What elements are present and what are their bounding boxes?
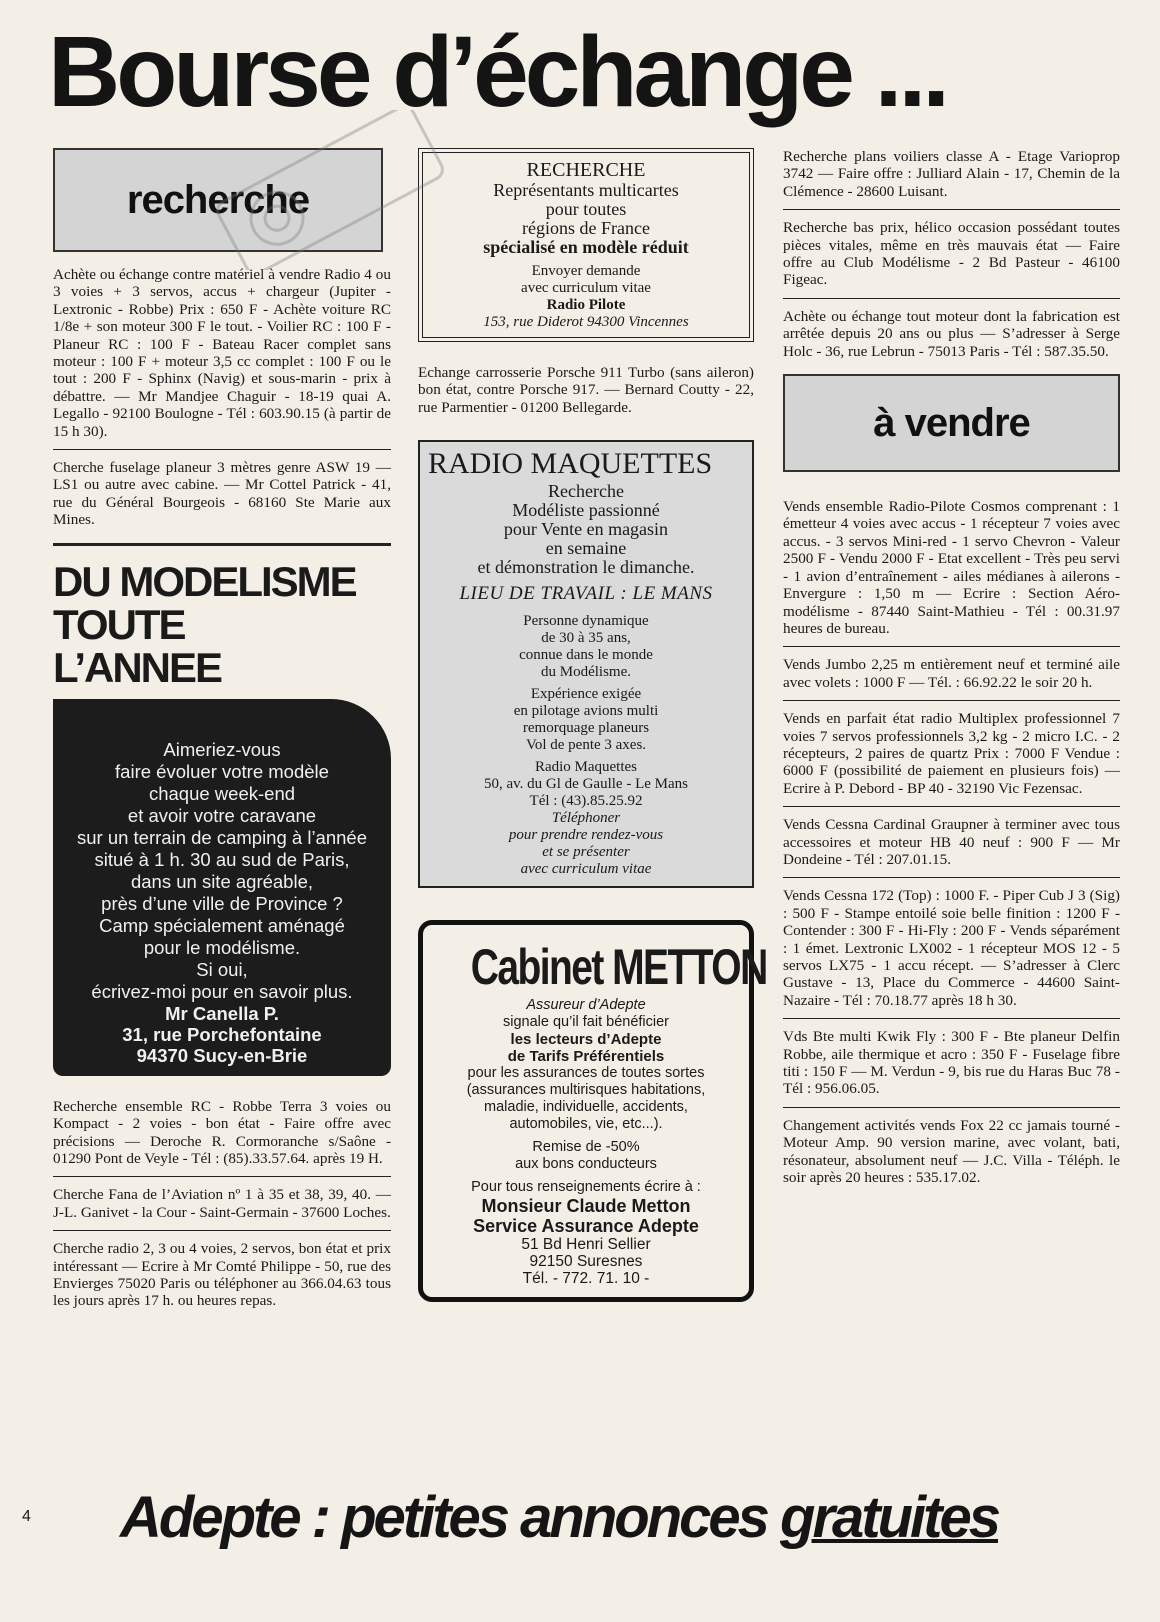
ad-line: pour prendre rendez-vous: [508, 827, 664, 844]
ad-line: Radio Maquettes: [534, 759, 638, 776]
contact-address: 92150 Suresnes: [529, 1253, 643, 1271]
modelisme-headline: [53, 557, 391, 691]
ad-divider: [53, 1230, 391, 1231]
ad-divider: [783, 1018, 1120, 1019]
ad-divider: [783, 209, 1120, 210]
ad-line: Recherche: [548, 481, 624, 502]
text-line: près d’une ville de Province ?: [101, 892, 343, 914]
section-header-recherche: recherche: [53, 148, 383, 252]
ad-line: Remise de -50%: [532, 1139, 640, 1156]
radio-maquettes-ad: [418, 440, 754, 888]
text-line: Si oui,: [196, 958, 248, 980]
ad-line: Personne dynamique: [523, 613, 649, 630]
ad-line: remorquage planeurs: [522, 720, 650, 737]
contact-city: 94370 Sucy-en-Brie: [136, 1044, 308, 1066]
ad-line: Vol de pente 3 axes.: [525, 737, 647, 754]
ad-line: pour les assurances de toutes sortes: [467, 1065, 705, 1082]
ad-line: en semaine: [545, 538, 627, 559]
classified-ad: Changement activités vends Fox 22 cc jamais tourné - Moteur Amp. 90 version marine, avec volant, bati, résonateur, absolument neuf — J.C. Villa - Téléph. le soir après 20 heures : 535.17.02.: [783, 1116, 1120, 1187]
ad-line: et se présenter: [542, 844, 630, 861]
classified-ad: Vends Cessna 172 (Top) : 1000 F. - Piper Cub J 3 (Sig) : 500 F - Stampe entoilé soie belle finition : 1200 F - Contender : 300 F - Hi-Fly : 200 F - Vends séparément : 1 émet. Lextronic LX002 - 1 récepteur MOS 12 - 5 servos LX75 - 1 accu récept. — S’adresser à Clerc Gustave - 13, Place du Commerce - 44600 Saint-Nazaire - Tél : 70.18.77 après 18 h 30.: [783, 887, 1120, 1009]
ad-line: de Tarifs Préférentiels: [507, 1048, 665, 1066]
modelisme-ad-box: [53, 699, 391, 1076]
ad-divider: [53, 1176, 391, 1177]
classified-ad: Cherche radio 2, 3 ou 4 voies, 2 servos, bon état et prix intéressant — Ecrire à Mr Comté Philippe - 50, rue des Envierges 75020 Paris ou téléphoner au 366.04.63 tous les jours après 17 h. ou heures repas.: [53, 1240, 391, 1310]
ad-divider: [53, 449, 391, 450]
ad-line: Tél : (43).85.25.92: [529, 793, 643, 810]
ad-line: pour Vente en magasin: [503, 519, 669, 540]
section-header-a-vendre: à vendre: [783, 374, 1120, 472]
work-location: LIEU DE TRAVAIL : LE MANS: [459, 583, 713, 605]
classified-ad: Cherche fuselage planeur 3 mètres genre ASW 19 — LS1 ou autre avec cabine. — Mr Cottel Patrick - 41, rue du Général Bourgeois - 68160 Ste Marie aux Mines.: [53, 459, 391, 529]
ad-line: et démonstration le dimanche.: [477, 557, 695, 578]
ad-line: (assurances multirisques habitations,: [466, 1082, 706, 1099]
ad-line: du Modélisme.: [541, 664, 631, 681]
cabinet-metton-ad: [418, 920, 767, 1302]
text-line: et avoir votre caravane: [127, 804, 317, 826]
contact-street: 31, rue Porchefontaine: [122, 1023, 322, 1045]
classified-ad: Vends Cessna Cardinal Graupner à terminer avec tous accessoires et moteur HB 40 neuf : 900 F — Mr Dondeine - Tél : 207.01.15.: [783, 816, 1120, 868]
contact-phone: Tél. - 772. 71. 10 -: [522, 1270, 650, 1288]
ad-heading: RADIO MAQUETTES: [428, 447, 713, 481]
ad-line: maladie, individuelle, accidents,: [484, 1099, 688, 1116]
classified-ad: Vends en parfait état radio Multiplex professionnel 7 voies 7 servos professionnels 3,2 kg - 2 micro I.C. - 2 récepteurs, 2 paires de quartz Prix : 7000 F Vendue : 6000 F (possibilité de paiement en plusieurs fois) — Ecrire à P. Debord - BP 40 - 32190 Vic Fezensac.: [783, 710, 1120, 797]
classified-ad: Vends ensemble Radio-Pilote Cosmos comprenant : 1 émetteur 4 voies avec accus - 1 récepteur 7 voies avec accus. - 3 servos Mini-red - 1 servo Chevron - Valeur 2500 F - Vendu 2000 F - Etat excellent - Très peu servi - 1 avion d’entraînement - ailes médianes à ailerons - Envergure : 1,50 m — Ecrire : Section Aéro-modélisme - 87440 Saint-Mathieu - Tél : 00.31.97 heures de bureau.: [783, 498, 1120, 637]
metton-logo: Cabinet METTON: [470, 939, 767, 996]
ad-divider: [783, 646, 1120, 647]
ad-line: 153, rue Diderot 94300 Vincennes: [483, 314, 689, 330]
ad-line: avec curriculum vitae: [520, 861, 652, 878]
ad-line: pour toutes: [545, 199, 627, 219]
page-number: 4: [22, 1508, 31, 1525]
text-line: Camp spécialement aménagé: [99, 914, 345, 936]
ad-line: Expérience exigée: [530, 686, 642, 703]
ad-line: 50, av. du Gl de Gaulle - Le Mans: [484, 776, 688, 793]
footer-underlined-word: gratuites: [780, 1485, 998, 1550]
ad-line: Modéliste passionné: [512, 500, 660, 521]
classified-ad: Recherche plans voiliers classe A - Etage Varioprop 3742 — Faire offre : Julliard Alain - 17, Chemin de la Clémence - 28600 Luisant.: [783, 148, 1120, 200]
contact-name: Mr Canella P.: [165, 1002, 279, 1024]
column-left: [53, 148, 391, 1310]
radio-pilote-ad: [418, 148, 754, 342]
text-line: pour le modélisme.: [143, 936, 301, 958]
ad-line: de 30 à 35 ans,: [541, 630, 631, 647]
ad-line: automobiles, vie, etc...).: [509, 1116, 663, 1133]
classified-ad: Echange carrosserie Porsche 911 Turbo (sans aileron) bon état, contre Porsche 917. — Bernard Coutty - 22, rue Parmentier - 01200 Bellegarde.: [418, 364, 754, 416]
classified-ad: Vends Jumbo 2,25 m entièrement neuf et terminé aile avec volets : 1000 F — Tél. : 66.92.22 le soir 20 h.: [783, 656, 1120, 691]
footer-text: Adepte : petites annonces: [120, 1485, 781, 1550]
page-title: Bourse d’échange ...: [48, 16, 947, 128]
ad-line: aux bons conducteurs: [515, 1156, 657, 1173]
classified-ad: Achète ou échange contre matériel à vendre Radio 4 ou 3 voies + 3 servos, accus + chargeur (Jupiter - Lextronic - Robbe) Prix : 650 F - Achète voiture RC 1/8e + son moteur 300 F le tout. - Voilier RC : 100 F - Planeur RC : 100 F - Bateau Racer complet sans moteur : 100 F + moteur 3,5 cc complet : 100 F ou le tout : 200 F - Sphinx (Navig) et sous-marin - prix à débattre. — Mr Mandjee Chaguir - 18-19 quai A. Legallo - 92100 Boulogne - Tél : 603.90.15 (à partir de 15 h 30).: [53, 266, 391, 440]
column-right: [783, 148, 1120, 1186]
contact-name: Monsieur Claude Metton: [481, 1196, 691, 1217]
ad-line: connue dans le monde: [519, 647, 653, 664]
ad-line: Téléphoner: [551, 810, 621, 827]
classified-ad: Vds Bte multi Kwik Fly : 300 F - Bte planeur Delfin Robbe, aile thermique et acro : 350 F - Fuselage fibre titi : 150 F — M. Verdun - 9, bis rue du Haras Buc 78 - Tél : 956.06.05.: [783, 1028, 1120, 1098]
ad-line: Représentants multicartes: [493, 180, 679, 200]
ad-line: spécialisé en modèle réduit: [483, 237, 689, 257]
ad-line: Envoyer demande: [531, 263, 641, 279]
footer-slogan: [120, 1485, 998, 1550]
ad-line: régions de France: [522, 218, 650, 238]
ad-divider: [783, 298, 1120, 299]
headline-line: TOUTE: [53, 600, 185, 648]
text-line: situé à 1 h. 30 au sud de Paris,: [94, 848, 350, 870]
ad-line: Radio Pilote: [546, 297, 626, 313]
ad-line: signale qu’il fait bénéficier: [502, 1014, 670, 1031]
column-middle: [418, 148, 767, 1302]
classified-ad: Recherche ensemble RC - Robbe Terra 3 voies ou Kompact - 2 voies - bon état - Faire offre avec précisions — Deroche R. Cormoranche s/Saône - 01290 Pont de Veyle - Tél : (85).33.57.64. après 19 H.: [53, 1097, 391, 1167]
ad-line: Assureur d’Adepte: [526, 997, 646, 1014]
headline-line: L’ANNEE: [53, 643, 222, 691]
ad-divider: [783, 877, 1120, 878]
text-line: chaque week-end: [148, 782, 296, 804]
classified-ad: Recherche bas prix, hélico occasion possédant toutes pièces vitales, même en très mauvais état — Faire offre au Club Modélisme - 2 Bd Pasteur - 46100 Figeac.: [783, 219, 1120, 289]
ad-line: Pour tous renseignements écrire à :: [471, 1179, 701, 1196]
text-line: faire évoluer votre modèle: [115, 760, 329, 782]
ad-line: les lecteurs d’Adepte: [510, 1031, 662, 1049]
contact-address: 51 Bd Henri Sellier: [521, 1236, 651, 1254]
modelisme-text: [59, 739, 385, 1003]
ad-line: avec curriculum vitae: [521, 280, 651, 296]
ad-divider: [53, 543, 391, 546]
ad-divider: [783, 1107, 1120, 1108]
headline-line: DU MODELISME: [53, 557, 356, 605]
ad-heading: RECHERCHE: [526, 159, 646, 181]
text-line: sur un terrain de camping à l’année: [76, 826, 367, 848]
text-line: Aimeriez-vous: [163, 738, 281, 760]
contact-name: Service Assurance Adepte: [473, 1216, 699, 1237]
classified-ad: Achète ou échange tout moteur dont la fabrication est arrêtée depuis 20 ans ou plus — S’adresser à Serge Holc - 36, rue Lebrun - 75013 Paris - Tél : 587.35.50.: [783, 307, 1120, 360]
ad-line: en pilotage avions multi: [513, 703, 659, 720]
ad-divider: [783, 806, 1120, 807]
text-line: écrivez-moi pour en savoir plus.: [91, 980, 353, 1002]
text-line: dans un site agréable,: [130, 870, 314, 892]
ad-divider: [783, 700, 1120, 701]
classified-ad: Cherche Fana de l’Aviation nº 1 à 35 et 38, 39, 40. — J-L. Ganivet - la Cour - Saint-Germain - 37600 Loches.: [53, 1186, 391, 1221]
